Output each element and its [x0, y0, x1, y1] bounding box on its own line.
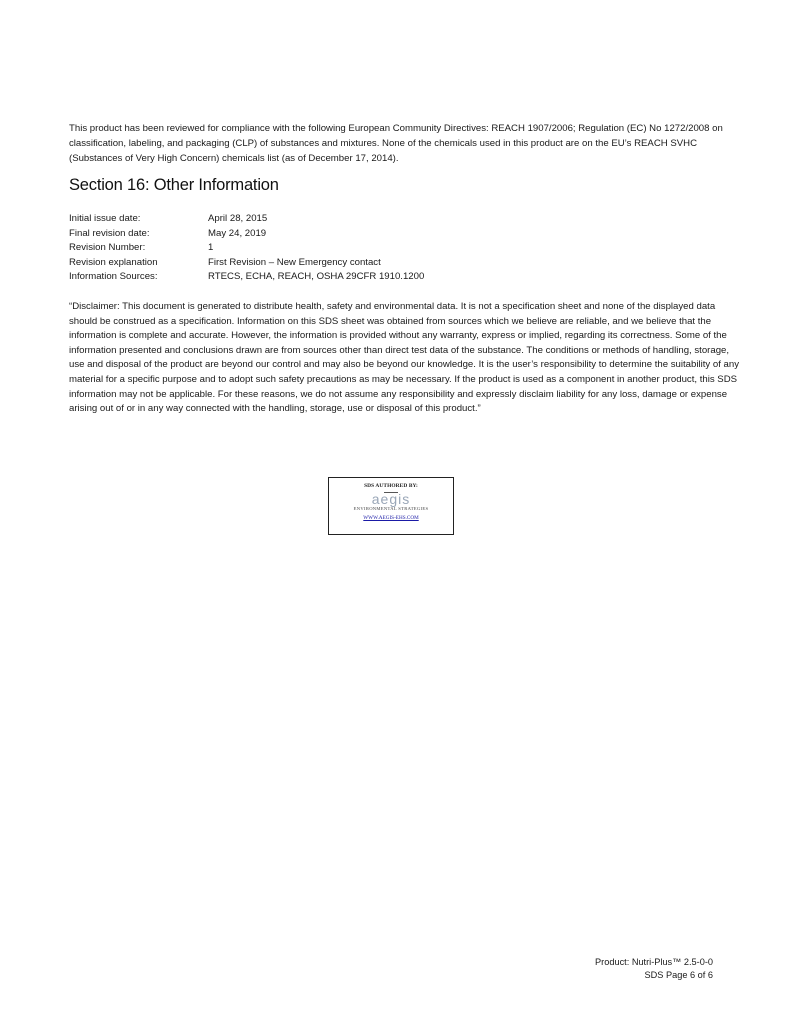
table-row: [69, 227, 424, 242]
revision-explanation-label: Revision explanation: [69, 256, 158, 268]
aegis-logo-wordmark: aegis: [371, 491, 411, 507]
section-16-title: Section 16: Other Information: [69, 176, 279, 194]
sds-author-logo: [328, 477, 454, 535]
table-row: [69, 241, 424, 256]
revision-number-value: 1: [208, 242, 214, 253]
logo-tagline: ENVIRONMENTAL STRATEGIES: [353, 506, 429, 511]
page-footer: [595, 956, 713, 982]
aegis-website-link[interactable]: WWW.AEGIS-EHS.COM: [363, 515, 419, 521]
initial-issue-date-label: Initial issue date:: [69, 213, 141, 224]
revision-number-label: Revision Number:: [69, 242, 146, 253]
initial-issue-date-value: April 28, 2015: [208, 213, 268, 224]
final-revision-date-label: Final revision date:: [69, 227, 150, 239]
compliance-paragraph: This product has been reviewed for compliance with the following European Community Directives: REACH 1907/2006; Regulation (EC) No 1272/2008 on classification, labeling, and packaging (CLP) of substances and mixtures. None of the chemicals used in this product are on the EU’s REACH SVHC (Substances of Very High Concern) chemicals list (as of December 17, 2014).: [69, 123, 723, 164]
footer-product-name: Product: Nutri-Plus™ 2.5-0-0: [595, 957, 713, 967]
information-sources-label: Information Sources:: [69, 271, 158, 282]
footer-page-number: SDS Page 6 of 6: [644, 970, 713, 980]
table-row: [69, 256, 424, 271]
revision-info-table: [69, 212, 424, 285]
revision-explanation-value: First Revision – New Emergency contact: [208, 256, 381, 268]
table-row: [69, 270, 424, 285]
disclaimer-paragraph: “Disclaimer: This document is generated to distribute health, safety and environmental data. It is not a specification sheet and none of the displayed data should be construed as a specification. Information on this SDS sheet was obtained from sources which we believe are reliable, and we believe that the information is complete and accurate. However, the information is provided without any warranty, express or implied, regarding its correctness. Some of the information presented and conclusions drawn are from sources other than direct test data of the substance. The conditions or methods of handling, storage, use and disposal of the product are beyond our control and may also be beyond our knowledge. It is the user’s responsibility to determine the suitability of any material for a specific purpose and to adopt such safety precautions as may be necessary. If the product is used as a component in another product, this SDS information may not be applicable. For these reasons, we do not assume any responsibility and expressly disclaim liability for any loss, damage or expense arising out of or in any way connected with the handling, storage, use or disposal of this product.”: [69, 301, 740, 415]
final-revision-date-value: May 24, 2019: [208, 227, 267, 239]
information-sources-value: RTECS, ECHA, REACH, OSHA 29CFR 1910.1200: [208, 271, 425, 282]
table-row: [69, 212, 424, 227]
logo-caption: SDS AUTHORED BY:: [364, 483, 418, 489]
